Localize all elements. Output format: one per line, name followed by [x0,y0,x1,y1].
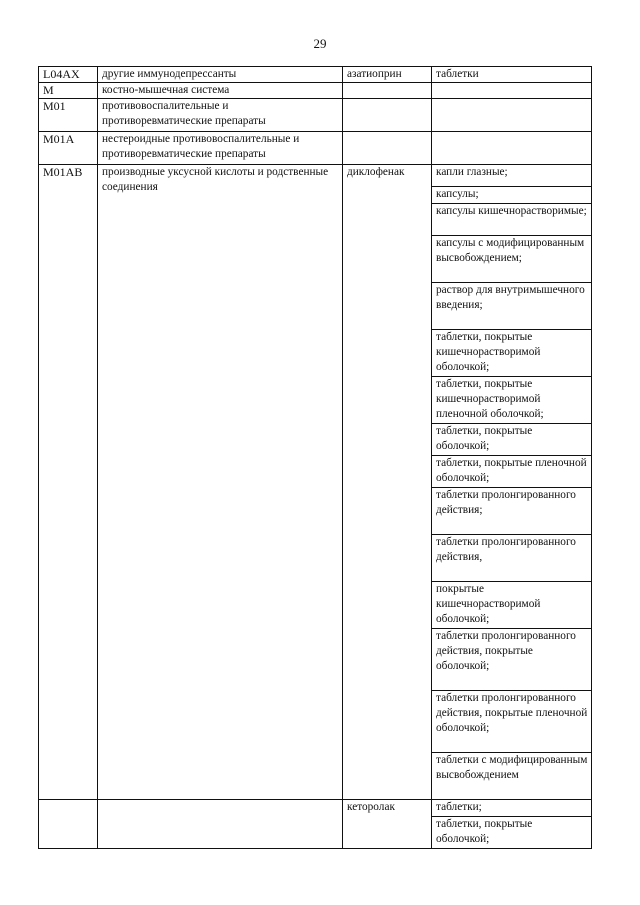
atc-code: M [39,83,98,99]
table-row [39,67,592,83]
drug-name [343,132,432,165]
dosage-form: таблетки, покрытые оболочкой; [432,424,592,456]
atc-code: M01AB [39,165,98,800]
drug-name [343,99,432,132]
atc-group: производные уксусной кислоты и родственные соединения [98,165,343,800]
dosage-form: раствор для внутримышечного введения; [432,283,592,330]
atc-code: M01 [39,99,98,132]
dosage-form: таблетки, покрытые оболочкой; [432,817,592,849]
dosage-form [432,132,592,165]
dosage-form [432,99,592,132]
dosage-form: таблетки, покрытые пленочной оболочкой; [432,456,592,488]
dosage-form: капли глазные; [432,165,592,187]
drug-name: кеторолак [343,800,432,849]
dosage-form: таблетки, покрытые кишечнорастворимой пленочной оболочкой; [432,377,592,424]
table-row [39,132,592,165]
atc-code: M01A [39,132,98,165]
atc-group [98,800,343,849]
table-row [39,165,592,187]
atc-group: другие иммунодепрессанты [98,67,343,83]
dosage-form: таблетки с модифицированным высвобождением [432,753,592,800]
dosage-form: таблетки; [432,800,592,817]
table-row [39,99,592,132]
drug-name: диклофенак [343,165,432,800]
atc-group: костно-мышечная система [98,83,343,99]
dosage-form: таблетки пролонгированного действия, покрытые пленочной оболочкой; [432,691,592,753]
dosage-form: таблетки, покрытые кишечнорастворимой оболочкой; [432,330,592,377]
dosage-form: капсулы; [432,187,592,204]
drug-table [38,66,592,849]
dosage-form [432,83,592,99]
atc-group: нестероидные противовоспалительные и противоревматические препараты [98,132,343,165]
dosage-form: таблетки пролонгированного действия, покрытые оболочкой; [432,629,592,691]
page-number: 29 [313,36,327,51]
drug-name [343,83,432,99]
atc-code: L04AX [39,67,98,83]
dosage-form: таблетки [432,67,592,83]
table-row [39,83,592,99]
drug-name: азатиоприн [343,67,432,83]
atc-code [39,800,98,849]
table-row [39,800,592,817]
dosage-form: таблетки пролонгированного действия; [432,488,592,535]
atc-group: противовоспалительные и противоревматические препараты [98,99,343,132]
dosage-form: покрытые кишечнорастворимой оболочкой; [432,582,592,629]
dosage-form: таблетки пролонгированного действия, [432,535,592,582]
dosage-form: капсулы с модифицированным высвобождением; [432,236,592,283]
dosage-form: капсулы кишечнорастворимые; [432,204,592,236]
